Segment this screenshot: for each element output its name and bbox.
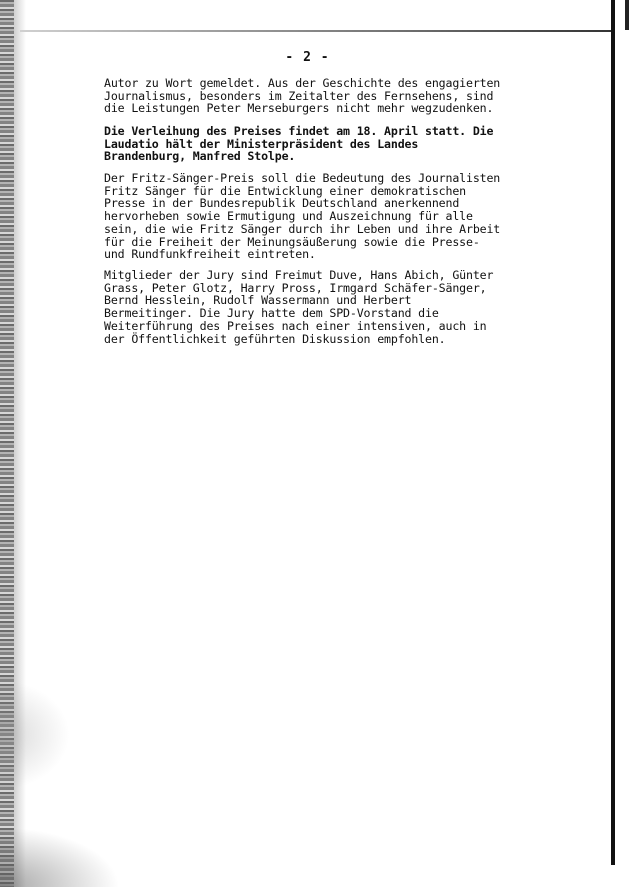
text-line: Presse in der Bundesrepublik Deutschland anerkennend [104,196,460,211]
paragraph-award-date [104,125,544,163]
text-line: für die Freiheit der Meinungsäußerung sowie die Presse- [104,234,480,249]
paragraph-jury [104,269,544,345]
text-line: Der Fritz-Sänger-Preis soll die Bedeutung des Journalisten [104,171,501,185]
page-number: - 2 - [285,50,330,65]
text-line: Autor zu Wort gemeldet. Aus der Geschichte des engagierten [104,76,501,90]
text-line: und Rundfunkfreiheit eintreten. [104,247,316,262]
scan-right-margin [621,0,639,887]
text-line: Bernd Hesslein, Rudolf Wassermann und Herbert [104,293,412,308]
text-line: hervorheben sowie Ermutigung und Auszeichnung für alle [104,209,473,224]
text-line: Die Verleihung des Preises findet am 18. April statt. Die [104,124,494,138]
text-line: Mitglieder der Jury sind Freimut Duve, Hans Abich, Günter [104,268,494,282]
text-line: Bermeitinger. Die Jury hatte dem SPD-Vorstand die [104,306,439,321]
text-line: die Leistungen Peter Merseburgers nicht mehr wegzudenken. [104,101,494,116]
text-line: der Öffentlichkeit geführten Diskussion empfohlen. [104,331,446,346]
scan-noise-left [0,680,70,790]
paragraph-prize-purpose [104,172,544,261]
scan-right-edge [611,0,615,865]
text-line: Laudatio hält der Ministerpräsident des Landes [104,136,419,151]
text-line: Grass, Peter Glotz, Harry Pross, Irmgard Schäfer-Sänger, [104,280,487,295]
text-line: Journalismus, besonders im Zeitalter des Fernsehens, sind [104,88,494,103]
text-line: sein, die wie Fritz Sänger durch ihr Leben und ihre Arbeit [104,221,501,236]
paragraph-merseburger [104,77,544,115]
scan-top-edge [20,30,615,32]
text-line: Brandenburg, Manfred Stolpe. [104,149,296,164]
text-line: Fritz Sänger für die Entwicklung einer demokratischen [104,183,466,198]
scan-noise-corner [0,827,120,887]
text-line: Weiterführung des Preises nach einer intensiven, auch in [104,318,487,333]
scan-right-corner [625,0,629,30]
